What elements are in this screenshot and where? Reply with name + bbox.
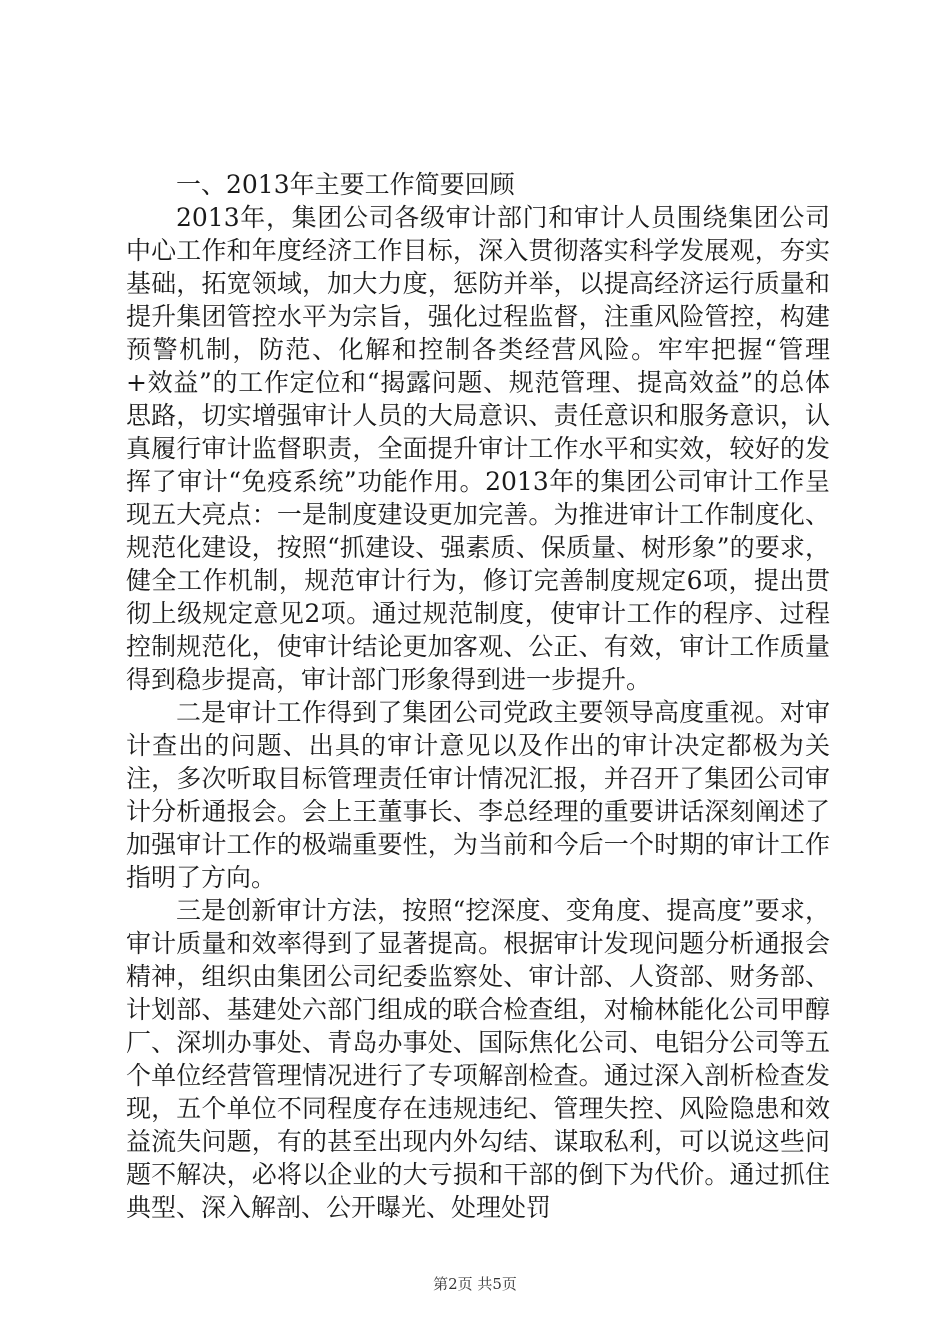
document-body <box>126 168 830 1224</box>
paragraph-audit-method-innovation: 三是创新审计方法，按照“挖深度、变角度、提高度”要求，审计质量和效率得到了显著提高。根据审计发现问题分析通报会精神，组织由集团公司纪委监察处、审计部、人资部、财务部、计划部、基建处六部门组成的联合检查组，对榆林能化公司甲醇厂、深圳办事处、青岛办事处、国际焦化公司、电铝分公司等五个单位经营管理情况进行了专项解剖检查。通过深入剖析检查发现，五个单位不同程度存在违规违纪、管理失控、风险隐患和效益流失问题，有的甚至出现内外勾结、谋取私利，可以说这些问题不解决，必将以企业的大亏损和干部的倒下为代价。通过抓住典型、深入解剖、公开曝光、处理处罚 <box>126 896 830 1222</box>
paragraph-review-summary: 2013年，集团公司各级审计部门和审计人员围绕集团公司中心工作和年度经济工作目标，深入贯彻落实科学发展观，夯实基础，拓宽领域，加大力度，惩防并举，以提高经济运行质量和提升集团管控水平为宗旨，强化过程监督，注重风险管控，构建预警机制，防范、化解和控制各类经营风险。牢牢把握“管理+效益”的工作定位和“揭露问题、规范管理、提高效益”的总体思路，切实增强审计人员的大局意识、责任意识和服务意识，认真履行审计监督职责，全面提升审计工作水平和实效，较好的发挥了审计“免疫系统”功能作用。2013年的集团公司审计工作呈现五大亮点：一是制度建设更加完善。为推进审计工作制度化、规范化建设，按照“抓建设、强素质、保质量、树形象”的要求，健全工作机制，规范审计行为，修订完善制度规定6项，提出贯彻上级规定意见2项。通过规范制度，使审计工作的程序、过程控制规范化，使审计结论更加客观、公正、有效，审计工作质量得到稳步提高，审计部门形象得到进一步提升。 <box>126 203 830 694</box>
section-heading: 一、2013年主要工作简要回顾 <box>176 170 515 199</box>
paragraph-leadership-attention: 二是审计工作得到了集团公司党政主要领导高度重视。对审计查出的问题、出具的审计意见以及作出的审计决定都极为关注，多次听取目标管理责任审计情况汇报，并召开了集团公司审计分析通报会。会上王董事长、李总经理的重要讲话深刻阐述了加强审计工作的极端重要性，为当前和今后一个时期的审计工作指明了方向。 <box>126 698 830 892</box>
page-number-footer: 第2页 共5页 <box>433 1275 517 1293</box>
